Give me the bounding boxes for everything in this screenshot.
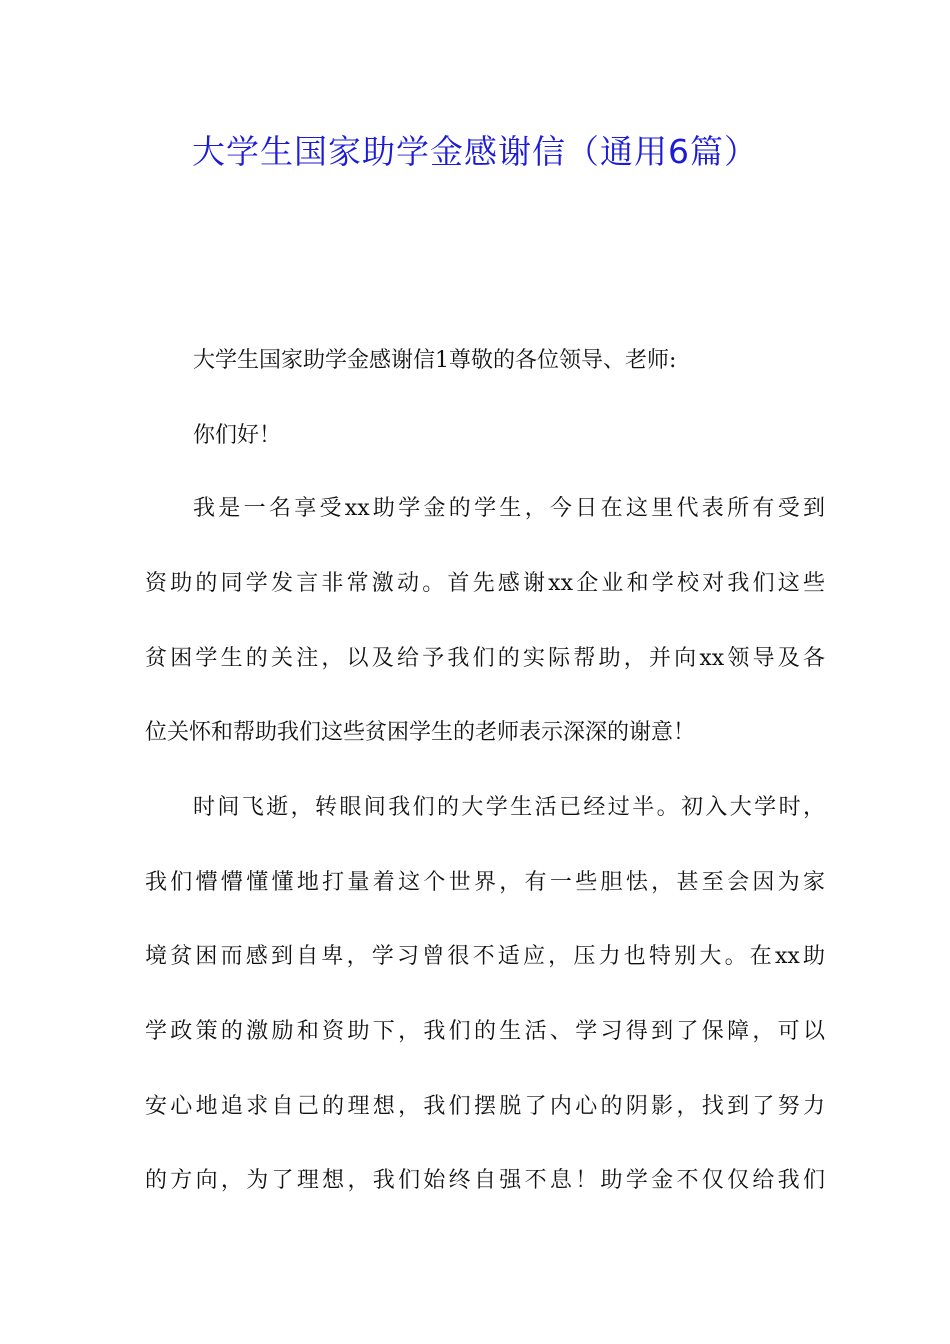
paragraph-line: 我是一名享受xx助学金的学生，今日在这里代表所有受到 [193,496,825,521]
paragraph-line: 的方向，为了理想，我们始终自强不息！助学金不仅仅给我们 [145,1168,825,1193]
paragraph-line: 贫困学生的关注，以及给予我们的实际帮助，并向xx领导及各 [145,646,825,671]
paragraph-line: 我们懵懵懂懂地打量着这个世界，有一些胆怯，甚至会因为家 [145,870,825,895]
paragraph-line: 资助的同学发言非常激动。首先感谢xx企业和学校对我们这些 [145,571,825,596]
paragraph-line: 位关怀和帮助我们这些贫困学生的老师表示深深的谢意！ [145,720,696,745]
paragraph-line: 大学生国家助学金感谢信1尊敬的各位领导、老师: [193,348,677,373]
paragraph-line: 学政策的激励和资助下，我们的生活、学习得到了保障，可以 [145,1019,825,1044]
paragraph-line: 安心地追求自己的理想，我们摆脱了内心的阴影，找到了努力 [145,1094,825,1119]
paragraph-line: 你们好！ [193,423,282,448]
paragraph-line: 时间飞逝，转眼间我们的大学生活已经过半。初入大学时， [193,795,825,820]
paragraph-line: 境贫困而感到自卑，学习曾很不适应，压力也特别大。在xx助 [145,944,825,969]
document-title: 大学生国家助学金感谢信（通用6篇） [192,132,758,171]
